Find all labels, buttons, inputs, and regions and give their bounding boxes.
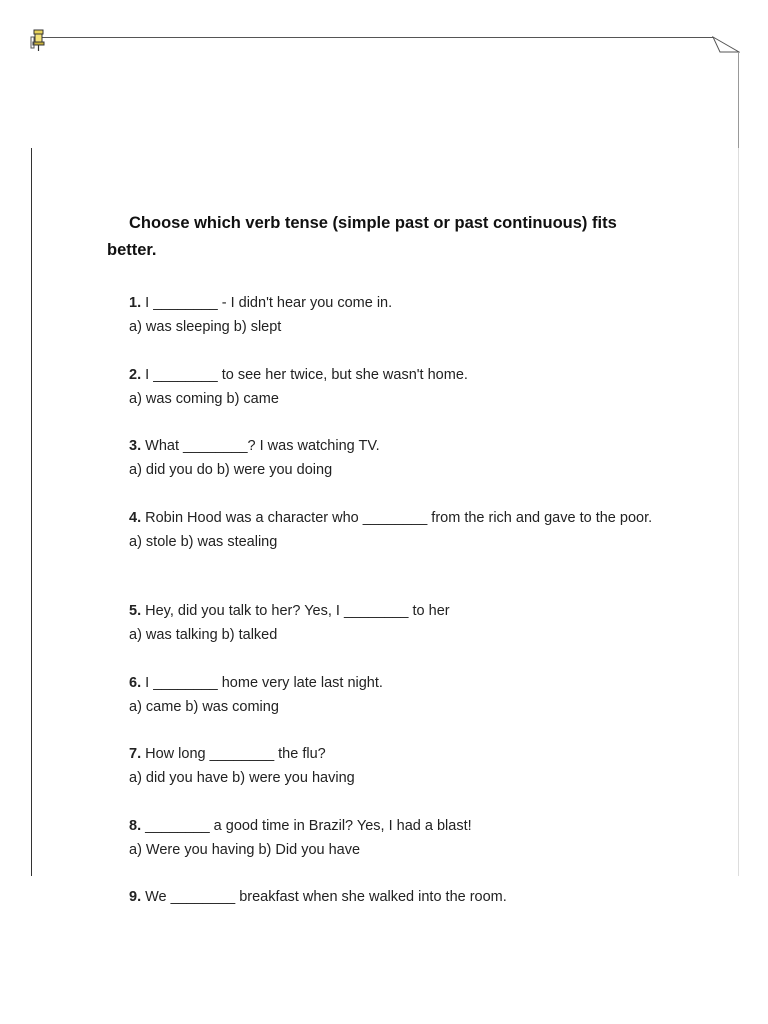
question-options: a) Were you having b) Did you have (129, 841, 361, 858)
page-right-border-lower (738, 148, 739, 876)
page-top-border (42, 37, 714, 38)
question-8: 8. ________ a good time in Brazil? Yes, I had a blast! a) Were you having b) Did you have (107, 815, 667, 862)
question-text: I ________ - I didn't hear you come in. (141, 295, 393, 311)
question-text: How long ________ the flu? (141, 746, 326, 762)
question-options: a) did you do b) were you doing (129, 461, 333, 478)
question-number: 5 (129, 603, 138, 619)
question-number: 9 (129, 889, 138, 905)
question-text: Hey, did you talk to her? Yes, I ________ to her (141, 603, 450, 619)
question-7: 7. How long ________ the flu? a) did you have b) were you having (107, 743, 667, 790)
question-text: I ________ home very late last night. (141, 675, 383, 691)
question-text: Robin Hood was a character who ________ from the rich and gave to the poor. (141, 510, 653, 526)
question-text: What ________? I was watching TV. (141, 438, 380, 454)
exercise-title: Choose which verb tense (simple past or past continuous) fits better. (107, 214, 617, 259)
page-corner-fold (712, 36, 740, 54)
question-number: 3 (129, 438, 138, 454)
question-3: 3. What ________? I was watching TV. a) did you do b) were you doing (107, 435, 667, 482)
question-number: 6 (129, 675, 138, 691)
question-1: 1. I ________ - I didn't hear you come in. a) was sleeping b) slept (107, 292, 667, 339)
question-number: 2 (129, 367, 138, 383)
question-text: We ________ breakfast when she walked into the room. (141, 889, 507, 905)
page-left-border (31, 148, 32, 876)
question-text: I ________ to see her twice, but she wasn't home. (141, 367, 468, 383)
question-6: 6. I ________ home very late last night. a) came b) was coming (107, 672, 667, 719)
question-options: a) was coming b) came (129, 390, 279, 407)
pushpin-icon (30, 29, 48, 53)
question-number: 4 (129, 510, 138, 526)
question-2: 2. I ________ to see her twice, but she wasn't home. a) was coming b) came (107, 364, 667, 411)
question-9: 9. We ________ breakfast when she walked into the room. (129, 889, 507, 905)
question-options: a) was sleeping b) slept (129, 318, 282, 335)
question-options: a) stole b) was stealing (129, 533, 278, 550)
page-right-border (738, 52, 739, 148)
question-options: a) was talking b) talked (129, 626, 278, 643)
question-4: 4. Robin Hood was a character who ________ from the rich and gave to the poor. a) stole b) was stealing (107, 507, 667, 554)
question-text: ________ a good time in Brazil? Yes, I had a blast! (141, 818, 472, 834)
question-number: 1 (129, 295, 138, 311)
question-number: 7 (129, 746, 138, 762)
question-options: a) came b) was coming (129, 698, 279, 715)
question-number: 8 (129, 818, 138, 834)
question-5: 5. Hey, did you talk to her? Yes, I ________ to her a) was talking b) talked (107, 600, 667, 647)
question-options: a) did you have b) were you having (129, 769, 355, 786)
